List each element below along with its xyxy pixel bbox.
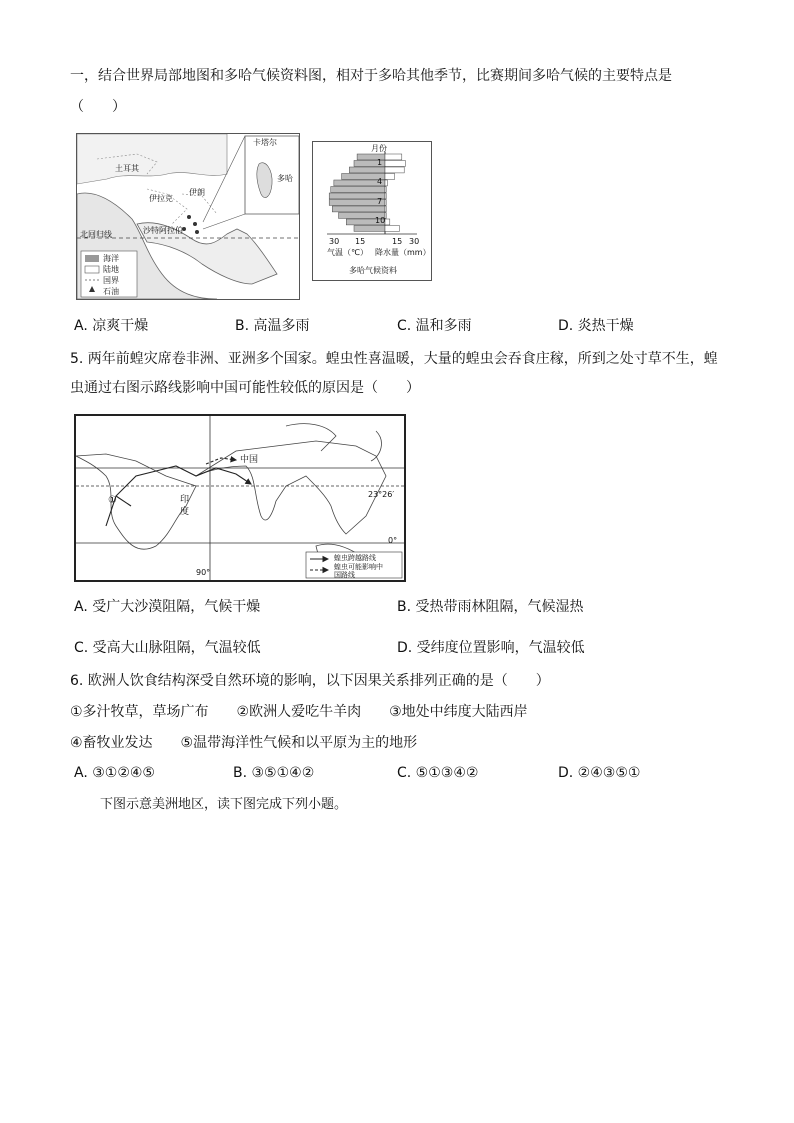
inset-label: 卡塔尔 [253, 138, 277, 147]
precipitation-bar [385, 219, 390, 225]
month-tick: 7 [377, 197, 383, 206]
legend-land-label: 陆地 [103, 265, 119, 274]
temp-tick: 30 [329, 237, 340, 246]
precipitation-bar [385, 167, 404, 173]
precipitation-bar [385, 161, 405, 167]
legend-ocean-swatch [85, 255, 99, 262]
legend-possible-label-b: 国路线 [334, 571, 355, 579]
temperature-bar [349, 167, 385, 173]
doha-climate-chart [312, 141, 432, 281]
temperature-bar [354, 226, 385, 232]
q4-option-a[interactable]: A. 凉爽干燥 [74, 318, 149, 334]
legend-border-label: 国界 [103, 276, 119, 285]
q4-stem-line1: 一，结合世界局部地图和多哈气候资料图，相对于多哈其他季节，比赛期间多哈气候的主要特点是 [70, 68, 672, 84]
precip-axis-label: 降水量（mm） [375, 248, 431, 257]
month-tick: 1 [377, 158, 383, 167]
precipitation-bar [385, 193, 386, 199]
month-axis-label: 月份 [371, 144, 387, 153]
temp-tick: 15 [355, 237, 366, 246]
temperature-bar [332, 206, 385, 212]
oil-point [187, 215, 191, 219]
temperature-bar [331, 187, 385, 193]
month-tick: 4 [377, 177, 383, 186]
q5-option-a[interactable]: A. 受广大沙漠阻隔，气候干燥 [74, 599, 261, 615]
q6-option-c[interactable]: C. ⑤①③④② [397, 765, 479, 781]
middle-east-map-drawing [77, 134, 299, 299]
precipitation-bar [385, 200, 386, 206]
tropic-label: 北回归线 [80, 230, 112, 239]
q6-option-b[interactable]: B. ③⑤①④② [233, 765, 315, 781]
q6-line1: ①多汁牧草，草场广布 ②欧洲人爱吃牛羊肉 ③地处中纬度大陆西岸 [70, 704, 528, 720]
iran-label: 伊朗 [189, 188, 205, 197]
q5-stem-line1: 5. 两年前蝗灾席卷非洲、亚洲多个国家。蝗虫性喜温暖，大量的蝗虫会吞食庄稼，所到之处寸草不生，蝗 [70, 351, 718, 367]
chart-title: 多哈气候资料 [349, 266, 397, 275]
locust-route-map [74, 414, 406, 582]
turkey-label: 土耳其 [115, 164, 139, 173]
india-label-2: 度 [180, 507, 190, 517]
q6-line2: ④畜牧业发达 ⑤温带海洋性气候和以平原为主的地形 [70, 735, 418, 751]
legend-oil-label: 石油 [103, 287, 119, 296]
temp-axis-label: 气温（℃） [327, 248, 368, 257]
precipitation-bar [385, 206, 386, 212]
legend-ocean-label: 海洋 [103, 254, 119, 263]
legend-route-label: 蝗虫跨越路线 [334, 554, 376, 562]
precipitation-bar [385, 180, 387, 186]
precip-tick: 30 [409, 237, 420, 246]
q6-stem: 6. 欧洲人饮食结构深受自然环境的影响，以下因果关系排列正确的是（ ） [70, 673, 550, 689]
china-label: 中国 [240, 455, 259, 465]
middle-east-map [76, 133, 300, 300]
legend-land-swatch [85, 266, 99, 273]
precip-tick: 15 [392, 237, 403, 246]
precipitation-bar [385, 154, 402, 160]
q6-option-d[interactable]: D. ②④③⑤① [558, 765, 641, 781]
asia-outline [196, 441, 386, 534]
saudi-label: 沙特阿拉伯 [143, 226, 183, 235]
q5-stem-line2: 虫通过右图示路线影响中国可能性较低的原因是（ ） [70, 380, 420, 396]
q5-option-b[interactable]: B. 受热带雨林阻隔，气候湿热 [397, 599, 584, 615]
equator-degree-label: 0° [388, 536, 398, 545]
intro-text: 下图示意美洲地区，读下图完成下列小题。 [100, 797, 348, 812]
q4-option-c[interactable]: C. 温和多雨 [397, 318, 472, 334]
precipitation-bar [385, 174, 395, 180]
climate-chart-drawing [313, 142, 431, 280]
circle-one-label: ① [108, 495, 117, 506]
q4-option-d[interactable]: D. 炎热干燥 [558, 318, 634, 334]
doha-label: 多哈 [277, 174, 293, 183]
q4-stem-line2: （ ） [70, 99, 126, 115]
q5-option-c[interactable]: C. 受高大山脉阻隔，气温较低 [74, 640, 261, 656]
oil-point [193, 222, 197, 226]
q4-option-b[interactable]: B. 高温多雨 [235, 318, 310, 334]
longitude-degree-label: 90° [196, 568, 211, 577]
precipitation-bar [385, 187, 386, 193]
month-tick: 10 [375, 216, 386, 225]
india-label-1: 印 [180, 495, 190, 505]
oil-point [195, 230, 199, 234]
iraq-label: 伊拉克 [149, 194, 173, 203]
precipitation-bar [385, 226, 399, 232]
q5-option-d[interactable]: D. 受纬度位置影响，气温较低 [397, 640, 585, 656]
legend-possible-label-a: 蝗虫可能影响中 [334, 563, 383, 571]
q6-option-a[interactable]: A. ③①②④⑤ [74, 765, 155, 781]
tropic-degree-label: 23°26′ [368, 490, 395, 499]
